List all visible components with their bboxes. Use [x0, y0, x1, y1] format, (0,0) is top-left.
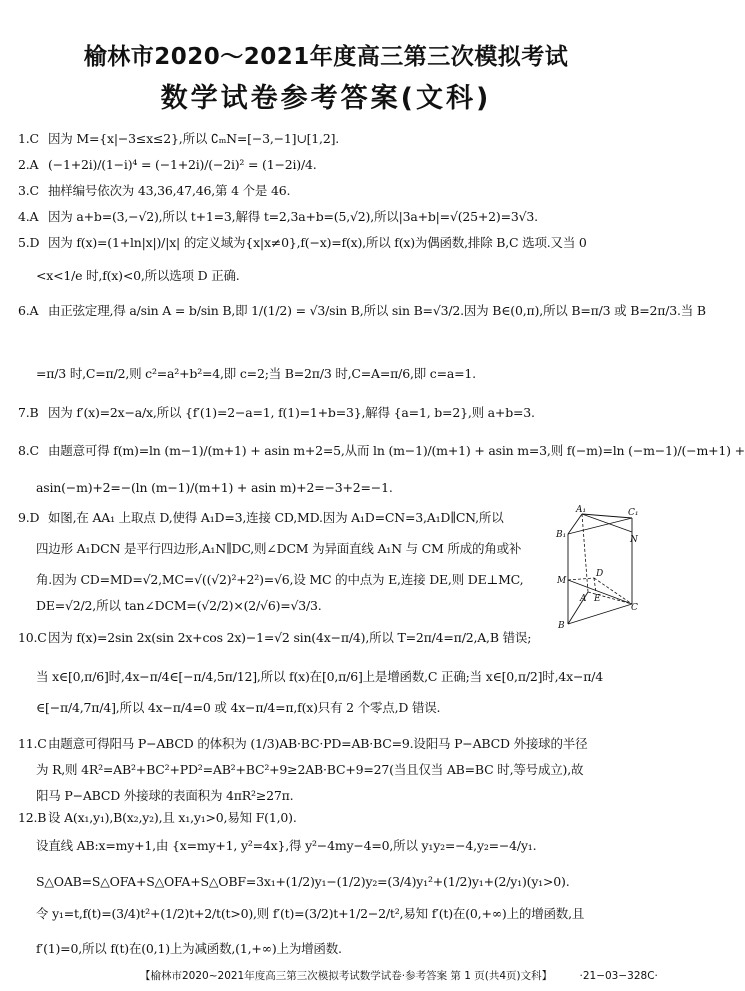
page-subtitle: 数学试卷参考答案(文科): [160, 83, 492, 114]
footer-source: 【榆林市2020~2021年度高三第三次模拟考试数学试卷·参考答案 第 1 页(共4页)文科】: [140, 970, 553, 982]
answer-number: 2.A: [18, 157, 39, 172]
label-n: N: [630, 535, 638, 545]
answer-line: [36, 669, 603, 685]
answer-text: 设 A(x₁,y₁),B(x₂,y₂),且 x₁,y₁>0,易知 F(1,0).: [48, 810, 297, 825]
answer-text: 如图,在 AA₁ 上取点 D,使得 A₁D=3,连接 CD,MD.因为 A₁D=CN=3,A₁D∥CN,所以: [48, 510, 504, 525]
answer-line: [36, 480, 393, 496]
answer-line: [18, 736, 587, 752]
answer-text: 由正弦定理,得 a/sin A = b/sin B,即 1/(1/2) = √3/sin B,所以 sin B=√3/2.因为 B∈(0,π),所以 B=π/3 或 B=2π/3.当 B: [48, 303, 706, 318]
edge-bc: [568, 604, 632, 624]
answer-number: 9.D: [18, 510, 40, 525]
answer-line: [36, 762, 583, 778]
footer-code: ·21−03−328C·: [579, 970, 658, 982]
answer-number: 5.D: [18, 235, 40, 250]
answer-number: 6.A: [18, 303, 39, 318]
answer-number: 1.C: [18, 131, 39, 146]
answer-text: 由题意可得阳马 P−ABCD 的体积为 (1/3)AB·BC·PD=AB·BC=9.设阳马 P−ABCD 外接球的半径: [48, 736, 588, 751]
label-a1: A₁: [576, 505, 587, 515]
answer-line: [18, 405, 535, 421]
prism-figure: [556, 504, 640, 631]
edge-de-hidden: [594, 578, 596, 593]
answer-text: S△OAB=S△OFA+S△OFA+S△OBF=3x₁+(1/2)y₁−(1/2)y₂=(3/4)y₁²+(1/2)y₁+(2/y₁)(y₁>0).: [36, 874, 570, 889]
answer-line: [18, 157, 317, 173]
answer-line: [18, 303, 706, 319]
answer-line: [36, 906, 584, 922]
answer-text: 因为 f′(x)=2x−a/x,所以 {f′(1)=2−a=1, f(1)=1+b=3},解得 {a=1, b=2},则 a+b=3.: [48, 405, 535, 420]
answer-line: [36, 572, 523, 588]
answer-text: 抽样编号依次为 43,36,47,46,第 4 个是 46.: [48, 183, 291, 198]
label-d: D: [596, 569, 604, 579]
answer-text: <x<1/e 时,f(x)<0,所以选项 D 正确.: [36, 268, 240, 283]
answer-number: 11.C: [18, 736, 47, 751]
answer-text: 当 x∈[0,π/6]时,4x−π/4∈[−π/4,5π/12],所以 f(x)在[0,π/6]上是增函数,C 正确;当 x∈[0,π/2]时,4x−π/4: [36, 669, 604, 684]
answer-text: 因为 f(x)=(1+ln|x|)/|x| 的定义域为{x|x≠0},f(−x)=f(x),所以 f(x)为偶函数,排除 B,C 选项.又当 0: [48, 235, 587, 250]
answer-line: [36, 838, 536, 854]
label-b: B: [558, 621, 565, 631]
answer-line: [36, 541, 521, 557]
answer-text: 令 y₁=t,f(t)=(3/4)t²+(1/2)t+2/t(t>0),则 f′(t)=(3/2)t+1/2−2/t²,易知 f′(t)在(0,+∞)上的增函数,且: [36, 906, 585, 921]
answer-text: f′(1)=0,所以 f(t)在(0,1)上为减函数,(1,+∞)上为增函数.: [36, 941, 342, 956]
answer-text: 设直线 AB:x=my+1,由 {x=my+1, y²=4x},得 y²−4my−4=0,所以 y₁y₂=−4,y₂=−4/y₁.: [36, 838, 537, 853]
answer-text: 由题意可得 f(m)=ln (m−1)/(m+1) + asin m+2=5,从而 ln (m−1)/(m+1) + asin m=3,则 f(−m)=ln (−m−1)/(−m+1) +: [48, 443, 745, 458]
answer-text: 因为 a+b=(3,−√2),所以 t+1=3,解得 t=2,3a+b=(5,√2),所以|3a+b|=√(25+2)=3√3.: [48, 209, 538, 224]
label-e: E: [594, 594, 601, 604]
answer-line: [18, 443, 745, 459]
answer-text: 阳马 P−ABCD 外接球的表面积为 4πR²≥27π.: [36, 788, 294, 803]
answer-text: 因为 M={x|−3≤x≤2},所以 ∁ₘN=[−3,−1]∪[1,2].: [48, 131, 340, 146]
answer-line: [18, 630, 531, 646]
answer-text: ∈[−π/4,7π/4],所以 4x−π/4=0 或 4x−π/4=π,f(x)只有 2 个零点,D 错误.: [36, 700, 441, 715]
answer-line: [36, 700, 440, 716]
answer-number: 3.C: [18, 183, 39, 198]
answer-line: [36, 268, 240, 284]
label-a: A: [580, 594, 587, 604]
answer-number: 7.B: [18, 405, 39, 420]
answer-text: (−1+2i)/(1−i)⁴ = (−1+2i)/(−2i)² = (1−2i)/4.: [48, 157, 317, 172]
label-c: C: [631, 603, 638, 613]
answer-number: 4.A: [18, 209, 39, 224]
answer-text: asin(−m)+2=−(ln (m−1)/(m+1) + asin m)+2=−3+2=−1.: [36, 480, 393, 495]
label-m: M: [557, 576, 567, 586]
answer-text: =π/3 时,C=π/2,则 c²=a²+b²=4,即 c=2;当 B=2π/3 时,C=A=π/6,即 c=a=1.: [36, 366, 476, 381]
answer-line: [36, 941, 342, 957]
answer-text: DE=√2/2,所以 tan∠DCM=(√2/2)×(2/√6)=√3/3.: [36, 598, 322, 613]
edge-a1a-hidden: [582, 514, 588, 592]
page-footer: [140, 968, 658, 983]
answer-line: [36, 366, 476, 382]
answer-line: [18, 209, 538, 225]
answer-text: 为 R,则 4R²=AB²+BC²+PD²=AB²+BC²+9≥2AB·BC+9=27(当且仅当 AB=BC 时,等号成立),故: [36, 762, 584, 777]
label-c1: C₁: [628, 508, 639, 518]
answer-number: 10.C: [18, 630, 47, 645]
answer-line: [18, 235, 587, 251]
answer-line: [18, 810, 297, 826]
answer-line: [18, 510, 504, 526]
answer-line: [18, 131, 339, 147]
answer-text: 四边形 A₁DCN 是平行四边形,A₁N∥DC,则∠DCM 为异面直线 A₁N 与 CM 所成的角或补: [36, 541, 522, 556]
page-title: 榆林市2020～2021年度高三第三次模拟考试: [83, 44, 569, 70]
answer-line: [36, 788, 293, 804]
label-b1: B₁: [556, 530, 567, 540]
edge-a1c1: [582, 514, 632, 518]
answer-line: [36, 874, 569, 890]
answer-line: [36, 598, 322, 614]
answer-line: [18, 183, 290, 199]
answer-number: 8.C: [18, 443, 39, 458]
answer-text: 因为 f(x)=2sin 2x(sin 2x+cos 2x)−1=√2 sin(4x−π/4),所以 T=2π/4=π/2,A,B 错误;: [48, 630, 532, 645]
edge-a1n: [582, 514, 632, 532]
answer-number: 12.B: [18, 810, 47, 825]
answer-text: 角.因为 CD=MD=√2,MC=√((√2)²+2²)=√6,设 MC 的中点为 E,连接 DE,则 DE⊥MC,: [36, 572, 524, 587]
edge-md-hidden: [568, 578, 594, 580]
